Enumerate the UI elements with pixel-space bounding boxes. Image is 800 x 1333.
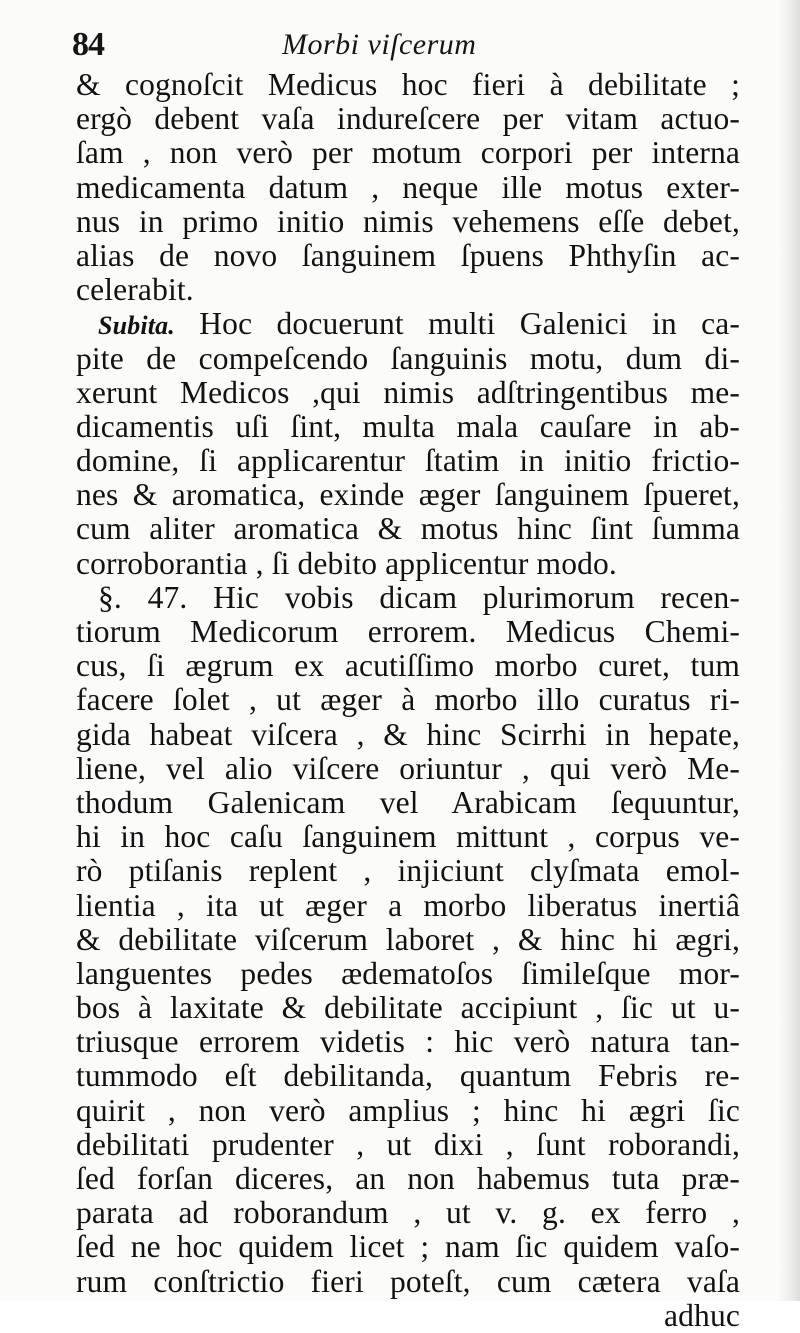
text-line: lientia , ita ut æger a morbo liberatus inertiâ	[76, 887, 740, 923]
text-line: tummodo eſt debilitanda, quantum Febris re-	[76, 1058, 740, 1094]
text-line: nus in primo initio nimis vehemens eſſe debet,	[76, 203, 740, 239]
text-line: gida habeat viſcera , & hinc Scirrhi in hepate,	[76, 716, 740, 752]
text-line-rest: Hoc docuerunt multi Galenici in ca-	[199, 306, 741, 342]
text-line: domine, ſi applicarentur ſtatim in initio frictio-	[76, 443, 740, 479]
text-line: & debilitate viſcerum laboret , & hinc hi ægri,	[76, 921, 740, 957]
text-line: ſam , non verò per motum corpori per interna	[76, 135, 740, 171]
text-line: corroborantia , ſi debito applicentur modo.	[76, 545, 617, 581]
text-line: facere ſolet , ut æger à morbo illo curatus ri-	[76, 682, 740, 718]
text-line: pite de compeſcendo ſanguinis motu, dum di-	[76, 340, 740, 376]
catchword: adhuc	[664, 1297, 740, 1333]
text-line: cus, ſi ægrum ex acutiſſimo morbo curet, tum	[76, 648, 740, 684]
page-header	[72, 26, 552, 70]
text-line: tiorum Medicorum errorem. Medicus Chemi-	[76, 614, 740, 649]
text-line: parata ad roborandum , ut v. g. ex ferro ,	[76, 1195, 740, 1231]
text-line: alias de novo ſanguinem ſpuens Phthyſin ac-	[76, 237, 740, 273]
text-line: dicamentis uſi ſint, multa mala cauſare in ab-	[76, 408, 740, 444]
text-line: bos à laxitate & debilitate accipiunt , ſic ut u-	[76, 990, 740, 1026]
text-line: liene, vel alio viſcere oriuntur , qui verò Me-	[76, 750, 740, 786]
page-edge-shadow	[778, 0, 800, 1301]
text-line: xerunt Medicos ,qui nimis adſtringentibus me-	[76, 374, 740, 410]
body-text	[76, 68, 740, 1333]
text-line: celerabit.	[76, 272, 194, 308]
text-line: triusque errorem videtis : hic verò natura tan-	[76, 1024, 740, 1060]
page-number: 84	[72, 26, 104, 63]
text-line: ergò debent vaſa indureſcere per vitam actuo-	[76, 101, 740, 137]
text-line: thodum Galenicam vel Arabicam ſequuntur,	[76, 784, 740, 820]
text-line: debilitati prudenter , ut dixi , ſunt roborandi,	[76, 1126, 740, 1162]
text-line	[76, 307, 740, 341]
text-line: & cognoſcit Medicus hoc fieri à debilitate ;	[76, 67, 740, 102]
text-line: hi in hoc caſu ſanguinem mittunt , corpus ve-	[76, 819, 740, 855]
running-head: Morbi viſcerum	[282, 28, 477, 61]
text-line: ſed forſan diceres, an non habemus tuta præ-	[76, 1161, 740, 1196]
text-line: quirit , non verò amplius ; hinc hi ægri ſic	[76, 1092, 740, 1128]
text-line: rò ptiſanis replent , injiciunt clyſmata emol-	[76, 853, 740, 889]
text-line: §. 47. Hic vobis dicam plurimorum recen-	[98, 579, 740, 615]
text-line: cum aliter aromatica & motus hinc ſint ſumma	[76, 511, 740, 547]
text-line: nes & aromatica, exinde æger ſanguinem ſpueret,	[76, 477, 740, 513]
text-line: medicamenta datum , neque ille motus exter-	[76, 169, 740, 205]
text-line: rum conſtrictio fieri poteſt, cum cætera vaſa	[76, 1263, 740, 1299]
text-line: ſed ne hoc quidem licet ; nam ſic quidem vaſo-	[76, 1229, 740, 1265]
subita-label: Subita.	[98, 311, 175, 341]
text-line: languentes pedes ædematoſos ſimileſque mor-	[76, 955, 740, 991]
